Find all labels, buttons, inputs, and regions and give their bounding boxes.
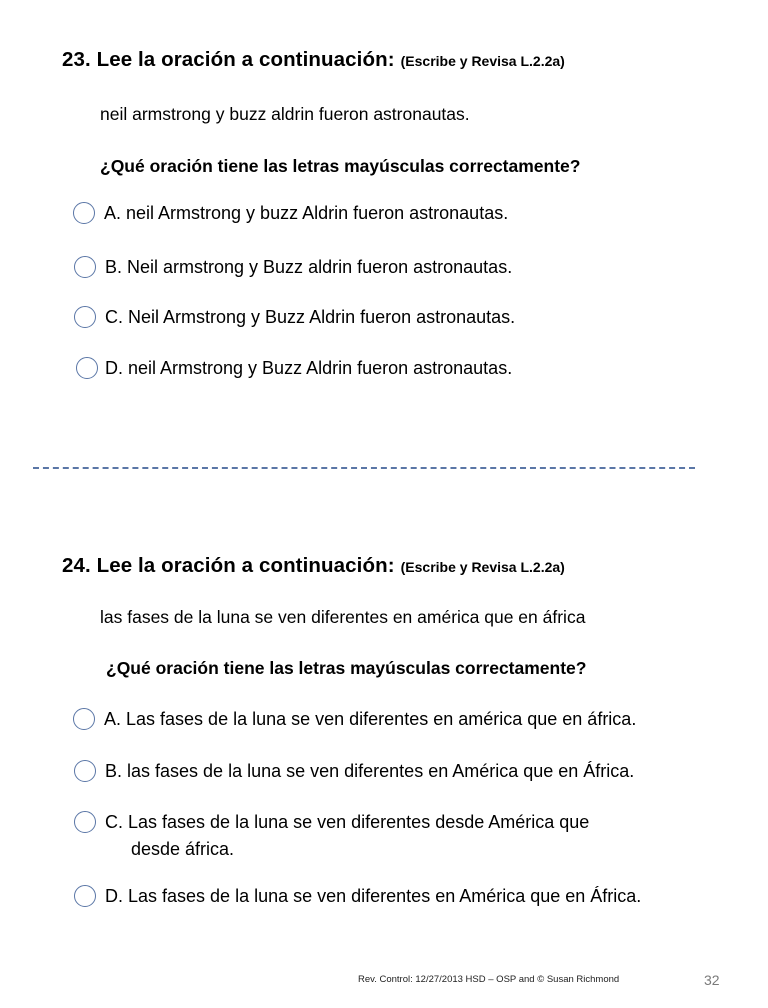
question-23-sentence: neil armstrong y buzz aldrin fueron astronautas. [100,104,470,124]
question-24-standard: (Escribe y Revisa L.2.2a) [400,559,565,575]
question-23-option-d-text: D. neil Armstrong y Buzz Aldrin fueron astronautas. [105,358,513,378]
question-24-title: 24. Lee la oración a continuación: [62,554,395,577]
question-24-option-a-radio[interactable] [73,708,95,730]
question-23-option-b-text: B. Neil armstrong y Buzz aldrin fueron astronautas. [105,257,513,277]
question-23-prompt: ¿Qué oración tiene las letras mayúsculas correctamente? [100,156,581,176]
question-23-option-a-radio[interactable] [73,202,95,224]
question-23-option-c-text: C. Neil Armstrong y Buzz Aldrin fueron astronautas. [105,307,516,327]
question-24-option-c-text-line2: desde áfrica. [131,839,235,859]
question-24-sentence: las fases de la luna se ven diferentes en américa que en áfrica [100,607,586,627]
question-24-option-b-radio[interactable] [74,760,96,782]
question-24-option-d-text: D. Las fases de la luna se ven diferentes en América que en África. [105,886,642,906]
question-24-option-b-text: B. las fases de la luna se ven diferentes en América que en África. [105,761,635,781]
question-23-option-c-radio[interactable] [74,306,96,328]
question-23-option-d-radio[interactable] [76,357,98,379]
question-24-header [62,554,565,578]
question-24-option-c-text: C. Las fases de la luna se ven diferentes desde América que [105,812,590,832]
page-number: 32 [704,972,720,988]
question-23-header [62,48,565,72]
question-24-option-c-radio[interactable] [74,811,96,833]
footer-revision-control: Rev. Control: 12/27/2013 HSD – OSP and © Susan Richmond [358,974,620,985]
question-23-option-a-text: A. neil Armstrong y buzz Aldrin fueron astronautas. [104,203,509,223]
question-23-title: 23. Lee la oración a continuación: [62,48,395,71]
question-24-option-d-radio[interactable] [74,885,96,907]
section-divider [33,467,695,469]
question-23-standard: (Escribe y Revisa L.2.2a) [400,53,565,69]
question-24-option-a-text: A. Las fases de la luna se ven diferentes en américa que en áfrica. [104,709,637,729]
question-24-prompt: ¿Qué oración tiene las letras mayúsculas correctamente? [106,658,587,678]
question-23-option-b-radio[interactable] [74,256,96,278]
